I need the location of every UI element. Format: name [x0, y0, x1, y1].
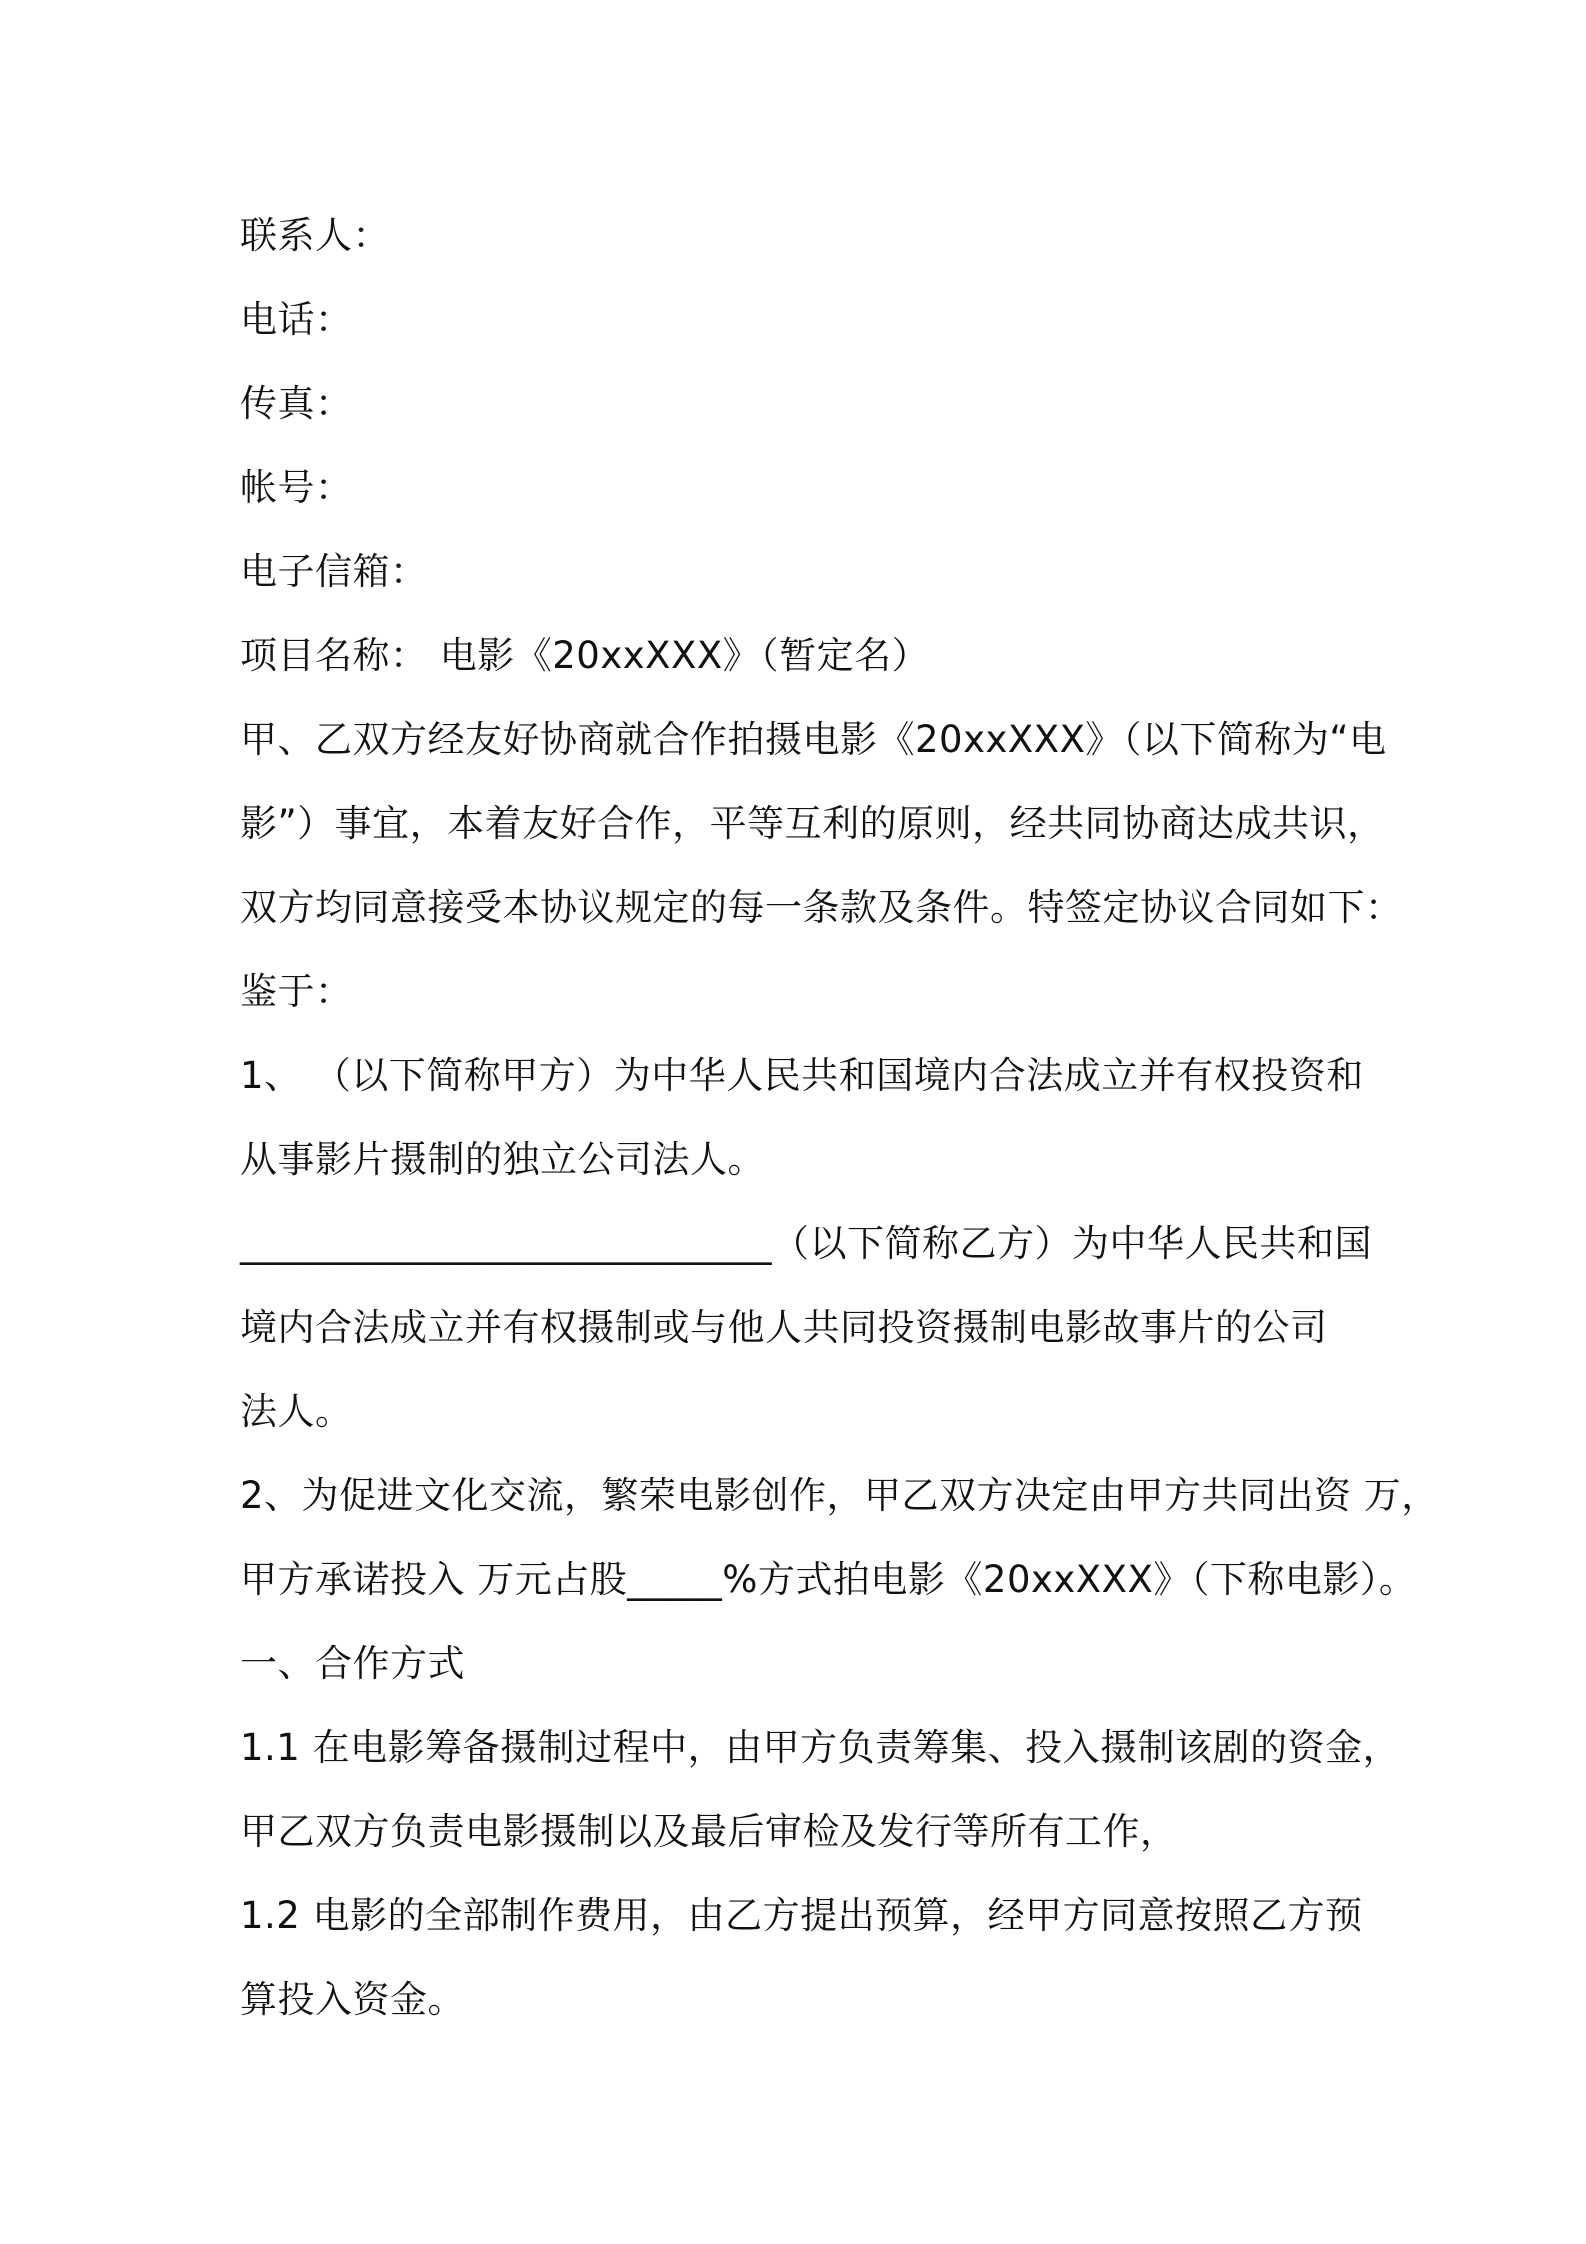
clause-2-line-2: 甲方承诺投入 万元占股_____%方式拍电影《20xxXXX》（下称电影）。: [240, 1558, 1417, 1601]
fax-line: 传真：: [240, 382, 353, 425]
section-1-heading: 一、合作方式: [240, 1642, 465, 1685]
whereas-heading: 鉴于：: [240, 970, 353, 1013]
phone-line: 电话：: [240, 298, 353, 341]
intro-paragraph-line-3: 双方均同意接受本协议规定的每一条款及条件。特签定协议合同如下：: [240, 886, 1403, 929]
clause-1-1-line-2: 甲乙双方负责电影摄制以及最后审检及发行等所有工作，: [240, 1810, 1178, 1853]
clause-1-line-1: 1、 （以下简称甲方）为中华人民共和国境内合法成立并有权投资和: [240, 1054, 1364, 1097]
clause-1-2-line-1: 1.2 电影的全部制作费用，由乙方提出预算，经甲方同意按照乙方预: [240, 1894, 1363, 1937]
clause-1-1-line-1: 1.1 在电影筹备摄制过程中，由甲方负责筹集、投入摄制该剧的资金，: [240, 1726, 1401, 1769]
party-b-line-3: 法人。: [240, 1390, 353, 1433]
clause-1-2-line-2: 算投入资金。: [240, 1978, 465, 2021]
document-body: [240, 194, 1439, 2042]
clause-2-line-1: 2、为促进文化交流，繁荣电影创作，甲乙双方决定由甲方共同出资 万，: [240, 1474, 1439, 1517]
party-b-line-2: 境内合法成立并有权摄制或与他人共同投资摄制电影故事片的公司: [240, 1306, 1328, 1349]
account-line: 帐号：: [240, 466, 353, 509]
intro-paragraph-line-2: 影”）事宜，本着友好合作，平等互利的原则，经共同协商达成共识，: [240, 802, 1385, 845]
party-b-line-1: ____________________________（以下简称乙方）为中华人民共和国: [240, 1222, 1372, 1265]
clause-1-line-2: 从事影片摄制的独立公司法人。: [240, 1138, 765, 1181]
email-line: 电子信箱：: [240, 550, 428, 593]
contact-person-line: 联系人：: [240, 214, 390, 257]
project-name-line: 项目名称： 电影《20xxXXX》（暂定名）: [240, 634, 930, 677]
intro-paragraph-line-1: 甲、乙双方经友好协商就合作拍摄电影《20xxXXX》（以下简称为“电: [240, 718, 1387, 761]
